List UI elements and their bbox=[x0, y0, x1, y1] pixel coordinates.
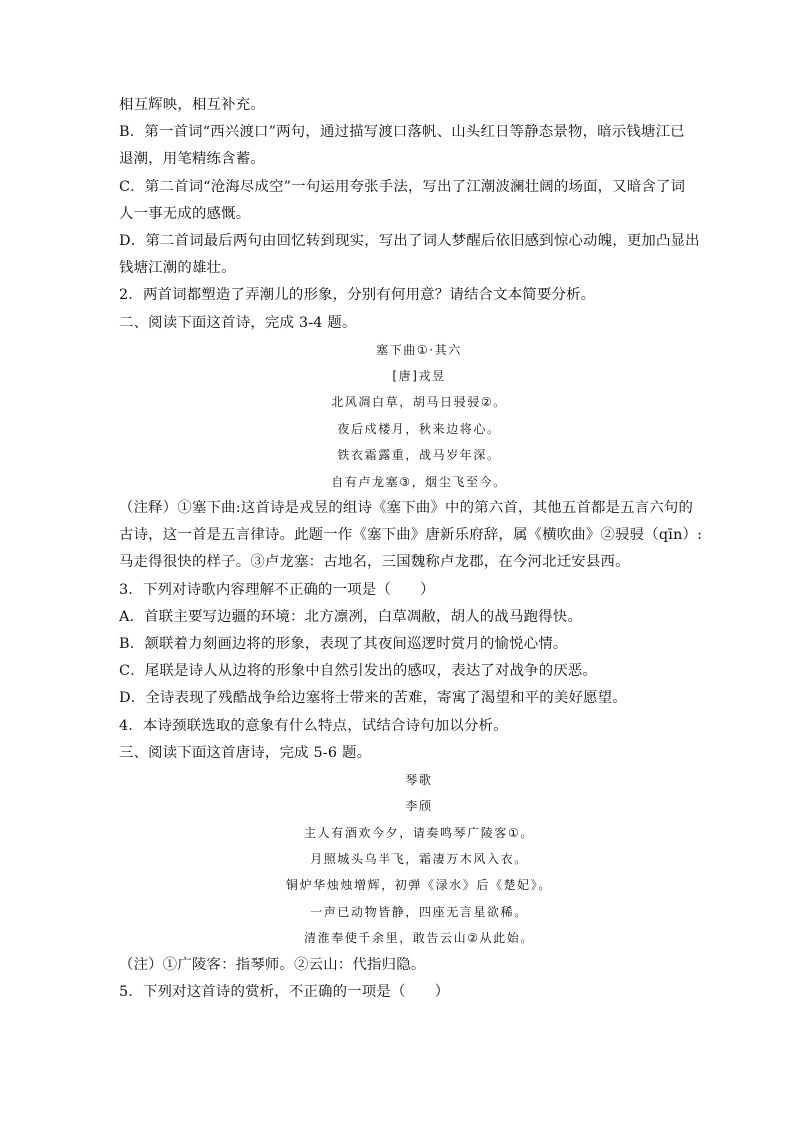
poem-1-note-line3: 马走得很快的样子。③卢龙塞：古地名，三国魏称卢龙郡，在今河北迁安县西。 bbox=[119, 554, 630, 571]
q1-option-b-line1: B．第一首词“西兴渡口”两句，通过描写渡口落帆、山头红日等静态景物，暗示钱塘江已 bbox=[119, 124, 685, 141]
poem-2-note: （注）①广陵客：指琴师。②云山：代指归隐。 bbox=[119, 956, 426, 973]
poem-1-line: 北风凋白草，胡马日骎骎②。 bbox=[331, 395, 507, 410]
poem-1-author: [唐]戎昱 bbox=[392, 369, 446, 384]
q1-option-c-line2: 人一事无成的感慨。 bbox=[119, 205, 251, 222]
poem-1-title: 塞下曲①·其六 bbox=[376, 342, 462, 357]
poem-2-line: 一声已动物皆静，四座无言星欲稀。 bbox=[310, 904, 528, 919]
poem-1-line: 铁衣霜露重，战马岁年深。 bbox=[337, 448, 501, 463]
question-3: 3．下列对诗歌内容理解不正确的一项是（ ） bbox=[119, 581, 435, 598]
poem-1-line: 自有卢龙塞③，烟尘飞至今。 bbox=[331, 474, 507, 489]
poem-1-note-line2: 古诗，这一首是五言律诗。此题一作《塞下曲》唐新乐府辞，属《横吹曲》②骎骎（qīn）: bbox=[119, 527, 703, 544]
question-3-option-a: A．首联主要写边疆的环境：北方凛冽，白草凋敝，胡人的战马跑得快。 bbox=[119, 608, 582, 625]
section-2-heading: 二、阅读下面这首诗，完成 3-4 题。 bbox=[119, 314, 357, 331]
poem-2-title: 琴歌 bbox=[405, 772, 433, 787]
question-2: 2．两首词都塑造了弄潮儿的形象，分别有何用意？请结合文本简要分析。 bbox=[119, 287, 596, 304]
q1-option-d-line2: 钱塘江潮的雄壮。 bbox=[119, 260, 236, 277]
poem-2-line: 主人有酒欢今夕，请奏鸣琴广陵客①。 bbox=[304, 825, 534, 840]
question-3-option-d: D．全诗表现了残酷战争给边塞将士带来的苦难，寄寓了渴望和平的美好愿望。 bbox=[119, 690, 627, 707]
question-5: 5．下列对这首诗的赏析，不正确的一项是（ ） bbox=[119, 983, 450, 1000]
q1-option-d-line1: D．第二首词最后两句由回忆转到现实，写出了词人梦醒后依旧感到惊心动魄，更加凸显出 bbox=[119, 232, 700, 249]
question-4: 4．本诗颈联选取的意象有什么特点，试结合诗句加以分析。 bbox=[119, 717, 508, 734]
page-content bbox=[119, 92, 703, 1006]
poem-2-line: 铜炉华烛烛增辉，初弹《渌水》后《楚妃》。 bbox=[285, 878, 552, 893]
question-3-option-b: B．颔联着力刻画边将的形象，表现了其夜间巡逻时赏月的愉悦心情。 bbox=[119, 635, 568, 652]
poem-2-line: 清淮奉使千余里，敢告云山②从此始。 bbox=[304, 931, 534, 946]
q1-option-b-line2: 退潮，用笔精练含蓄。 bbox=[119, 151, 265, 168]
q1-option-a-tail: 相互辉映，相互补充。 bbox=[119, 97, 265, 113]
poem-1-note-line1: （注释）①塞下曲:这首诗是戎昱的组诗《塞下曲》中的第六首，其他五首都是五言六句的 bbox=[119, 500, 694, 517]
poem-2-line: 月照城头乌半飞，霜凄万木风入衣。 bbox=[310, 852, 528, 867]
q1-option-c-line1: C．第二首词“沧海尽成空”一句运用夸张手法，写出了江潮波澜壮阔的场面，又暗含了词 bbox=[119, 178, 686, 195]
question-3-option-c: C．尾联是诗人从边将的形象中自然引发出的感叹，表达了对战争的厌恶。 bbox=[119, 663, 598, 680]
poem-2-author: 李颀 bbox=[405, 799, 433, 814]
section-3-heading: 三、阅读下面这首唐诗，完成 5-6 题。 bbox=[119, 744, 372, 761]
poem-1-line: 夜后戍楼月，秋来边将心。 bbox=[337, 421, 501, 436]
